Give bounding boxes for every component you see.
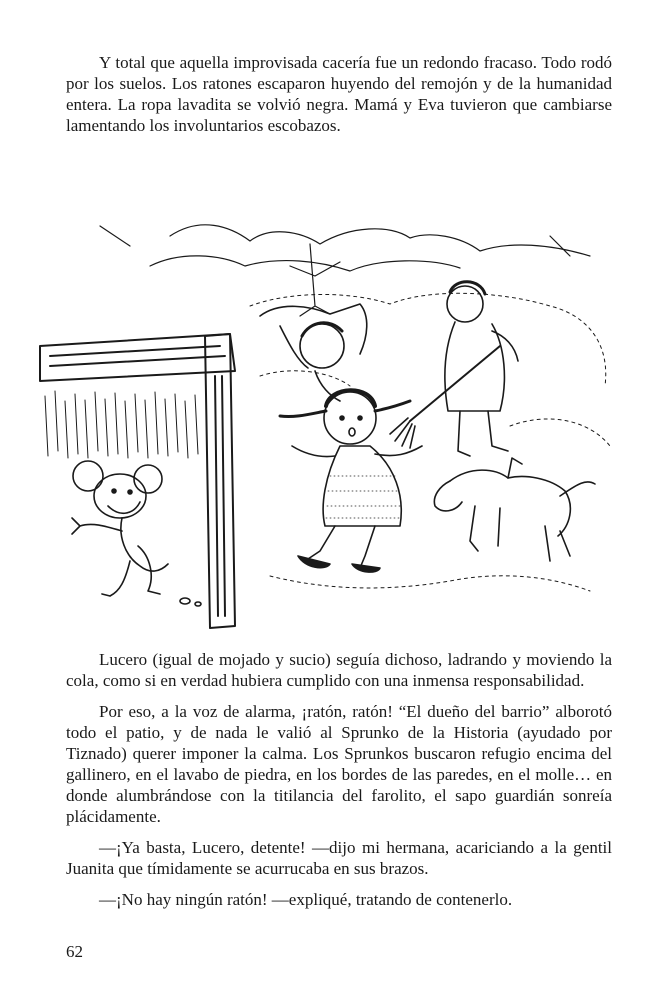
paragraph-caceria: Y total que aquella improvisada cacería fue un redondo fracaso. Todo rodó por los suelos. Los ratones escaparon huyendo del remojón y de la humanidad entera. La ropa lavadita se volvió negra. Mamá y Eva tuvieron que cambiarse lamentando los involuntarios escobazos. (66, 53, 612, 135)
wooden-fence (40, 334, 235, 628)
girl-running (280, 390, 422, 572)
bush-sketch (250, 293, 610, 591)
paragraph-dialogue-hermana: —¡Ya basta, Lucero, detente! —dijo mi hermana, acariciando a la gentil Juanita que tímidamente se acurrucaba en sus brazos. (66, 838, 612, 878)
paragraph-dialogue-raton: —¡No hay ningún ratón! —expliqué, tratando de contenerlo. (99, 890, 513, 909)
paragraph-alarma: Por eso, a la voz de alarma, ¡ratón, ratón! “El dueño del barrio” alborotó todo el patio, y de nada le valió al Sprunko de la Historia (ayudado por Tiznado) querer imponer la calma. Los Sprunkos buscaron refugio encima del gallinero, en el lavabo de piedra, en los bordes de las paredes, en el molle… en donde alumbrándose con la titilancia del farolito, el sapo guardián sonreía plácidamente. (66, 702, 612, 826)
dog-figure (434, 458, 595, 561)
bottom-text-block (66, 649, 612, 920)
grass-hatching (45, 391, 198, 458)
boy-figure (260, 304, 367, 401)
woman-with-broom (390, 282, 518, 456)
page-number: 62 (66, 942, 83, 961)
top-text-block (66, 52, 612, 146)
pebbles (180, 598, 201, 606)
tree-sketch (100, 225, 590, 316)
illustration-mouse-hunt (30, 196, 620, 636)
paragraph-lucero: Lucero (igual de mojado y sucio) seguía dichoso, ladrando y moviendo la cola, como si en verdad hubiera cumplido con una inmensa responsabilidad. (66, 650, 612, 690)
mouse-figure (72, 461, 168, 596)
